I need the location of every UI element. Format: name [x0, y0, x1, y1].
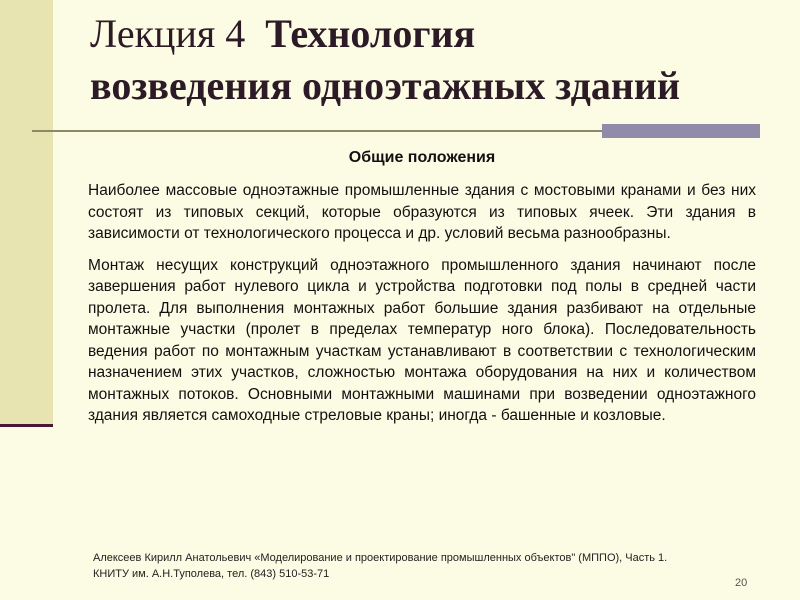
- title-divider-line: [32, 130, 602, 132]
- slide-title-line1: [90, 8, 780, 60]
- section-subtitle: Общие положения: [348, 149, 496, 166]
- body-paragraph-1: Наиболее массовые одноэтажные промышленные здания с мостовыми кранами и без них состоят из типовых секций, которые образуются из типовых ячеек. Эти здания в зависимости от технологического процесса и др. условий весьма разнообразны.: [88, 182, 756, 242]
- title-divider-block: [602, 124, 760, 138]
- title-topic-part2: возведения одноэтажных зданий: [90, 63, 680, 108]
- body-paragraph-2: Монтаж несущих конструкций одноэтажного промышленного здания начинают после завершения работ нулевого цикла и устройства подготовки под полы в средней части пролета. Для выполнения монтажных работ большие здания разбивают на отдельные монтажные участки (пролет в пределах температур ного блока). Последовательность ведения работ по монтажным участкам устанавливают в соответствии с технологическим назначением этих участков, сложностью монтажа оборудования на них и количеством монтажных потоков. Основными монтажными машинами при возведении одноэтажного здания является самоходные стреловые краны; иногда - башенные и козловые.: [88, 256, 756, 424]
- left-accent-bar: [0, 0, 53, 424]
- title-topic-part1: Технология: [265, 11, 476, 56]
- slide-body: [88, 147, 756, 437]
- left-accent-underline: [0, 424, 53, 427]
- title-lecture-number: Лекция 4: [90, 11, 246, 56]
- footer-institution-line: КНИТУ им. А.Н.Туполева, тел. (843) 510-53-71: [93, 568, 330, 580]
- slide-footer: [93, 550, 753, 582]
- footer-author-line: Алексеев Кирилл Анатольевич «Моделирование и проектирование промышленных объектов" (МППО), Часть 1.: [93, 552, 668, 564]
- page-number: 20: [735, 577, 748, 589]
- slide-title: [90, 8, 780, 112]
